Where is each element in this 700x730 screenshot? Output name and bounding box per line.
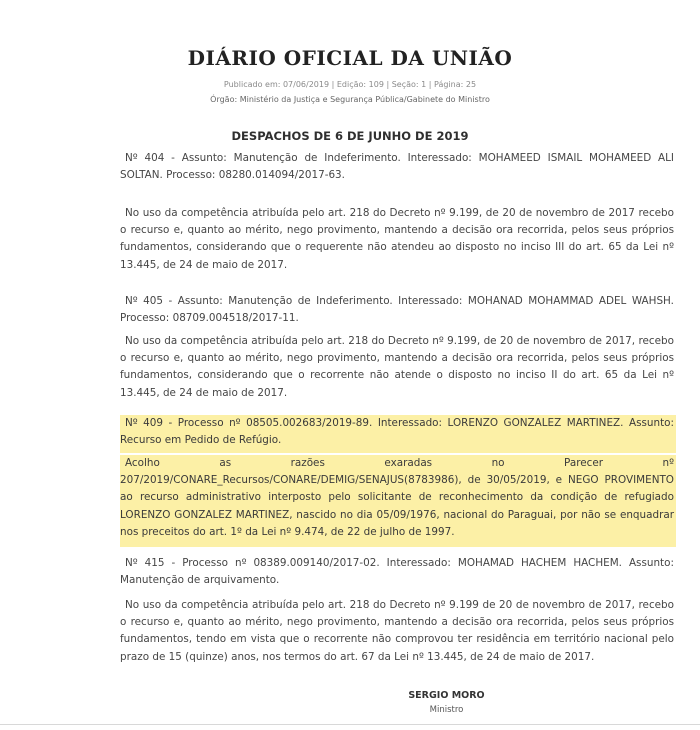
despacho-404-body: No uso da competência atribuída pelo art. 218 do Decreto nº 9.199, de 20 de novembro de 2017 recebo o recurso e, quanto ao mérito, nego provimento, mantendo a decisão ora recorrida, pelos seus próprios fundamentos, considerando que o requerente não atendeu ao disposto no inciso III do art. 65 da Lei nº 13.445, de 24 de maio de 2017.: [120, 207, 674, 271]
organ-info: Órgão: Ministério da Justiça e Segurança Pública/Gabinete do Ministro: [210, 95, 490, 104]
despacho-415-header: Nº 415 - Processo nº 08389.009140/2017-02. Interessado: MOHAMAD HACHEM HACHEM. Assunto: Manutenção de arquivamento.: [120, 557, 674, 587]
section-title: DESPACHOS DE 6 DE JUNHO DE 2019: [231, 129, 469, 143]
signer-name: SERGIO MORO: [408, 690, 485, 701]
page-title: DIÁRIO OFICIAL DA UNIÃO: [187, 46, 513, 70]
publication-info: Publicado em: 07/06/2019 | Edição: 109 | Seção: 1 | Página: 25: [223, 80, 477, 89]
despacho-405-body: No uso da competência atribuída pelo art. 218 do Decreto nº 9.199, de 20 de novembro de 2017, recebo o recurso e, quanto ao mérito, nego provimento, mantendo a decisão ora recorrida, pelos seus próprios fundamentos, considerando que o recorrente não atende o disposto no inciso II do art. 65 da Lei nº 13.445, de 24 de maio de 2017.: [120, 335, 674, 399]
despacho-405-header: Nº 405 - Assunto: Manutenção de Indeferimento. Interessado: MOHANAD MOHAMMAD ADEL WAHSH. Processo: 08709.004518/2017-11.: [120, 295, 674, 325]
bottom-divider: [0, 724, 700, 725]
despacho-409-body: Acolho as razões exaradas no Parecer nº 207/2019/CONARE_Recursos/CONARE/DEMIG/SENAJUS(8783986), de 30/05/2019, e NEGO PROVIMENTO ao recurso administrativo interposto pelo solicitante de reconhecimento da condição de refugiado LORENZO GONZALEZ MARTINEZ, nascido no dia 05/09/1976, nacional do Paraguai, por não se enquadrar nos preceitos do art. 1º da Lei nº 9.474, de 22 de julho de 1997.: [120, 457, 674, 538]
despacho-415-body: No uso da competência atribuída pelo art. 218 do Decreto nº 9.199 de 20 de novembro de 2017, recebo o recurso e, quanto ao mérito, nego provimento, mantendo a decisão ora recorrida, pelos seus próprios fundamentos, tendo em vista que o recorrente não comprovou ter residência em território nacional pelo prazo de 15 (quinze) anos, nos termos do art. 67 da Lei nº 13.445, de 24 de maio de 2017.: [120, 599, 674, 663]
despacho-409-header: Nº 409 - Processo nº 08505.002683/2019-89. Interessado: LORENZO GONZALEZ MARTINEZ. Assunto: Recurso em Pedido de Refúgio.: [120, 417, 674, 447]
signer-role: Ministro: [429, 705, 464, 715]
despacho-404-header: Nº 404 - Assunto: Manutenção de Indeferimento. Interessado: MOHAMEED ISMAIL MOHAMEED ALI SOLTAN. Processo: 08280.014094/2017-63.: [120, 152, 674, 182]
